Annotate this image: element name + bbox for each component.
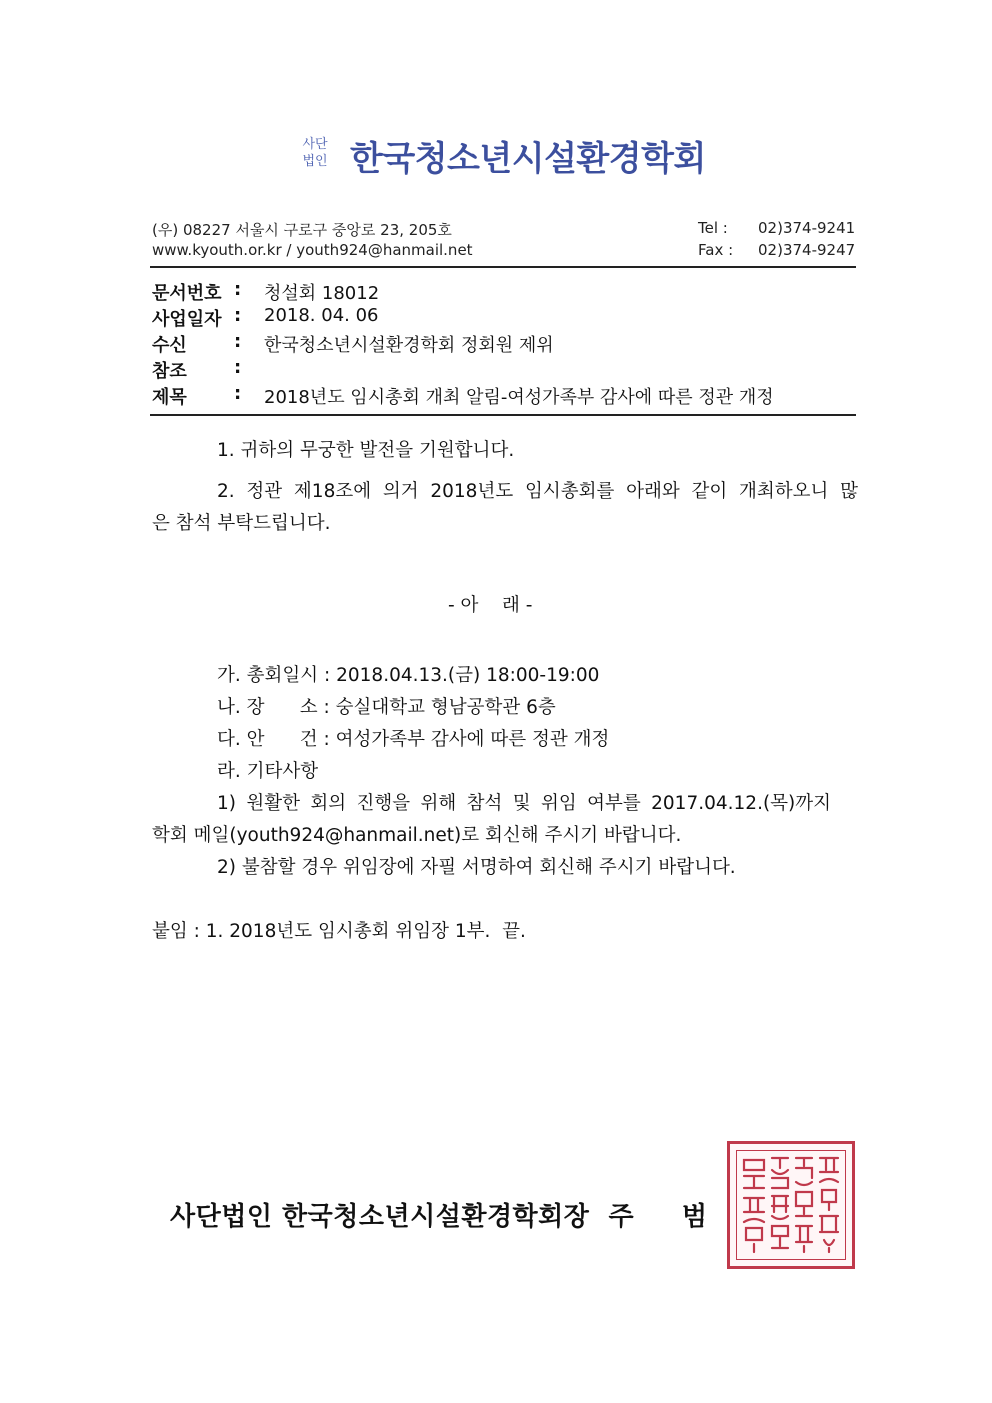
seal-glyphs-icon [730,1144,852,1266]
meta-label-recipient: 수신 [152,335,187,356]
paragraph-2-line2: 은 참석 부탁드립니다. [152,513,331,534]
meta-label-subject: 제목 [152,387,187,408]
fax-number: 02)374-9247 [758,241,856,259]
header-divider [150,266,856,268]
meta-colon: : [234,279,242,300]
meta-value-docno: 청설회 18012 [264,283,380,304]
meta-colon: : [234,331,242,352]
item-ga-datetime: 가. 총회일시 : 2018.04.13.(금) 18:00-19:00 [217,665,600,686]
meta-label-docno: 문서번호 [152,283,222,304]
sub-item-2: 2) 불참할 경우 위임장에 자필 서명하여 회신해 주시기 바랍니다. [217,857,736,878]
meta-colon: : [234,383,242,404]
meta-colon: : [234,357,242,378]
header-badge [300,136,330,170]
official-seal [727,1141,855,1269]
tel-label: Tel : [698,219,728,237]
fax-label: Fax : [698,241,734,259]
paragraph-1: 1. 귀하의 무궁한 발전을 기원합니다. [217,440,515,461]
sub-item-1-line2: 학회 메일(youth924@hanmail.net)로 회신해 주시기 바랍니다. [152,825,682,846]
attachment-note: 붙임 : 1. 2018년도 임시총회 위임장 1부. 끝. [152,921,526,942]
org-title: 한국청소년시설환경학회 [350,139,706,179]
header-badge-line2: 법인 [302,154,328,169]
paragraph-2-line1: 2. 정관 제18조에 의거 2018년도 임시총회를 아래와 같이 개최하오니 많 [217,481,858,502]
tel-number: 02)374-9241 [758,219,856,237]
meta-value-date: 2018. 04. 06 [264,305,379,326]
signature-line: 사단법인 한국청소년시설환경학회장 주 범 [170,1202,708,1232]
meta-divider [150,414,856,416]
item-na-place: 나. 장 소 : 숭실대학교 형남공학관 6층 [217,697,556,718]
address: (우) 08227 서울시 구로구 중앙로 23, 205호 [152,221,452,239]
meta-colon: : [234,305,242,326]
meta-label-reference: 참조 [152,361,187,382]
meta-value-recipient: 한국청소년시설환경학회 정회원 제위 [264,335,554,356]
item-da-agenda: 다. 안 건 : 여성가족부 감사에 따른 정관 개정 [217,729,610,750]
header-badge-line1: 사단 [302,137,328,152]
below-heading: - 아 래 - [448,595,533,616]
web-email: www.kyouth.or.kr / youth924@hanmail.net [152,241,473,259]
sub-item-1-line1: 1) 원활한 회의 진행을 위해 참석 및 위임 여부를 2017.04.12.(목)까지 [217,793,831,814]
item-ra-other: 라. 기타사항 [217,761,319,782]
meta-label-date: 사업일자 [152,309,222,330]
meta-value-subject: 2018년도 임시총회 개최 알림-여성가족부 감사에 따른 정관 개정 [264,387,774,408]
